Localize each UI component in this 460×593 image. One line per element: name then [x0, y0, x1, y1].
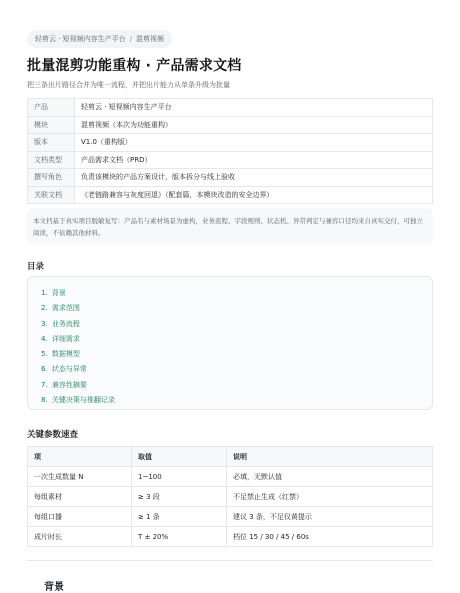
meta-key: 关联文档 — [28, 186, 75, 204]
breadcrumb-item-module[interactable]: 混剪视频 — [136, 35, 165, 43]
page-subtitle: 把三条出片路径合并为唯一流程，并把出片能力从单条升级为批量 — [27, 81, 230, 89]
toc-number: 3. — [41, 319, 48, 328]
table-of-contents — [27, 276, 433, 410]
section-divider — [27, 560, 433, 561]
toc-number: 4. — [41, 334, 48, 343]
table-row — [28, 527, 433, 547]
disclaimer-note: 本文档基于真实项目脱敏复写：产品名与素材场景为虚构，业务流程、字段规则、状态机、异常判定与兼容口径均来自真实交付，可独立阅读，不依赖其他材料。 — [27, 208, 433, 244]
params-header-row — [28, 447, 433, 467]
toc-item-scope[interactable] — [41, 301, 432, 316]
table-row — [28, 507, 433, 527]
meta-value: V1.0（重构版） — [75, 134, 433, 152]
breadcrumb-item-platform[interactable]: 轻剪云 · 短视频内容生产平台 — [35, 35, 126, 43]
toc-number: 5. — [41, 350, 48, 359]
params-header: 取值 — [132, 447, 227, 467]
table-cell: ≥ 3 段 — [132, 487, 227, 507]
params-table — [27, 446, 433, 547]
meta-key: 模块 — [28, 116, 75, 134]
meta-row — [28, 151, 433, 169]
params-header: 说明 — [227, 447, 433, 467]
meta-value: 负责该模块的产品方案设计，版本拆分与线上验收 — [75, 169, 433, 187]
toc-link[interactable]: 业务流程 — [51, 319, 80, 328]
meta-value: 轻剪云 · 短视频内容生产平台 — [75, 99, 433, 117]
table-cell: T ± 20% — [132, 527, 227, 547]
toc-number: 2. — [41, 304, 48, 313]
table-cell: 1~100 — [132, 467, 227, 487]
table-cell: 每组素材 — [28, 487, 132, 507]
meta-table — [27, 98, 433, 204]
toc-heading: 目录 — [27, 262, 45, 272]
meta-value: 混剪视频（本次为功能重构） — [75, 116, 433, 134]
toc-number: 8. — [41, 396, 48, 405]
table-cell: 不足禁止生成（红禁） — [227, 487, 433, 507]
toc-link[interactable]: 需求范围 — [51, 304, 80, 313]
params-heading: 关键参数速查 — [27, 430, 79, 440]
toc-item-states[interactable] — [41, 362, 432, 377]
page-title: 批量混剪功能重构 · 产品需求文档 — [27, 58, 242, 74]
meta-key: 撰写角色 — [28, 169, 75, 187]
toc-number: 6. — [41, 365, 48, 374]
meta-key: 版本 — [28, 134, 75, 152]
table-cell: ≥ 1 条 — [132, 507, 227, 527]
section-heading-background: 背景 — [44, 582, 64, 593]
toc-link[interactable]: 数据模型 — [51, 350, 80, 359]
toc-link[interactable]: 兼容性摘要 — [51, 380, 87, 389]
toc-link[interactable]: 状态与异常 — [51, 365, 87, 374]
meta-row — [28, 186, 433, 204]
table-cell: 必填，无默认值 — [227, 467, 433, 487]
table-cell: 档位 15 / 30 / 45 / 60s — [227, 527, 433, 547]
toc-link[interactable]: 背景 — [51, 289, 66, 297]
meta-key: 文档类型 — [28, 151, 75, 169]
toc-number: 7. — [41, 380, 48, 389]
toc-item-decisions[interactable] — [41, 393, 432, 408]
toc-item-data-model[interactable] — [41, 347, 432, 362]
toc-number: 1. — [41, 289, 48, 297]
meta-row — [28, 99, 433, 117]
meta-row — [28, 116, 433, 134]
meta-row — [28, 169, 433, 187]
toc-item-requirements[interactable] — [41, 332, 432, 347]
meta-value[interactable]: 《老链路兼容与灰度回退》（配套篇，本模块改造的安全边界） — [75, 186, 433, 204]
breadcrumb-separator: / — [129, 35, 133, 43]
toc-link[interactable]: 关键决策与推翻记录 — [51, 396, 115, 405]
breadcrumb — [27, 30, 172, 48]
toc-item-process[interactable] — [41, 317, 432, 332]
table-cell: 建议 3 条，不足仅黄提示 — [227, 507, 433, 527]
toc-item-background[interactable] — [41, 286, 432, 301]
toc-item-compat[interactable] — [41, 378, 432, 393]
toc-link[interactable]: 详细需求 — [51, 334, 80, 343]
params-header: 项 — [28, 447, 132, 467]
table-cell: 一次生成数量 N — [28, 467, 132, 487]
meta-key: 产品 — [28, 99, 75, 117]
table-row — [28, 467, 433, 487]
meta-value: 产品需求文档（PRD） — [75, 151, 433, 169]
table-row — [28, 487, 433, 507]
table-cell: 每组口播 — [28, 507, 132, 527]
meta-row — [28, 134, 433, 152]
table-cell: 成片时长 — [28, 527, 132, 547]
